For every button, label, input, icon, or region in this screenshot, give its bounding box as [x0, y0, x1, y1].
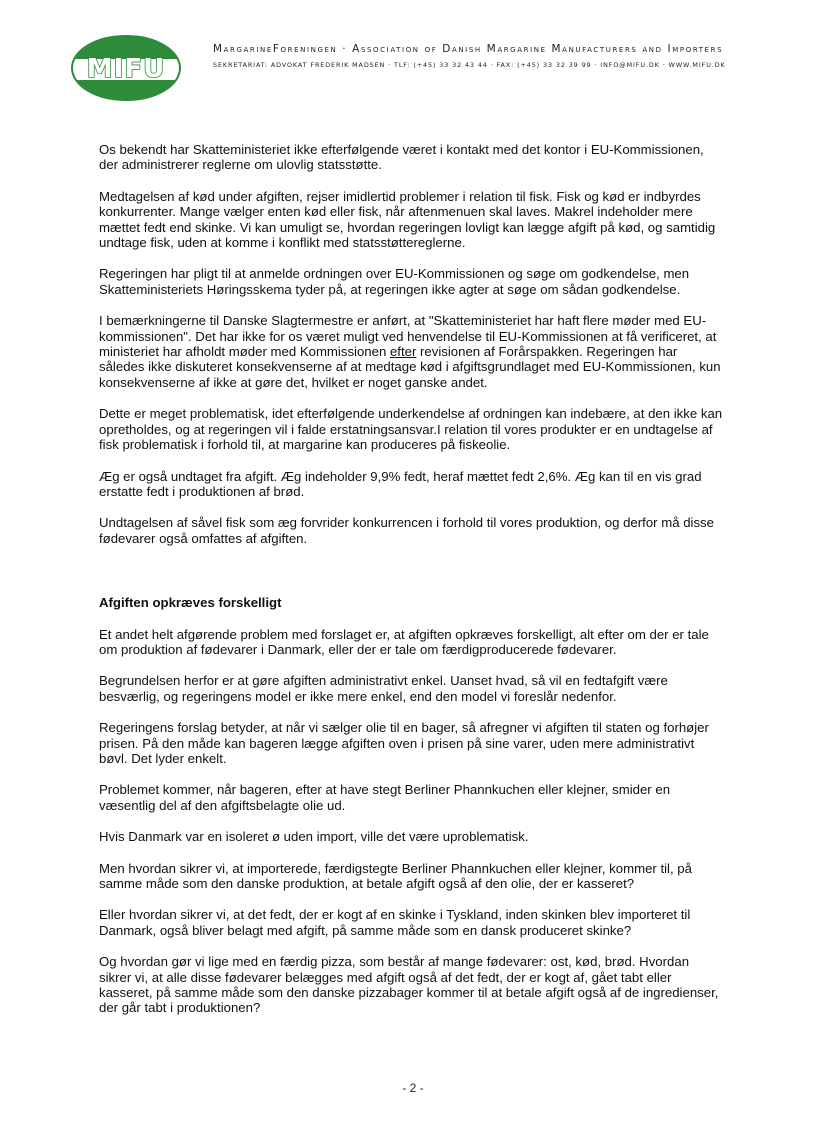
logo-text: MIFU [86, 54, 166, 84]
page-number: - 2 - [402, 1081, 424, 1095]
paragraph: Og hvordan gør vi lige med en færdig pizza, som består af mange fødevarer: ost, kød, brød. Hvordan sikrer vi, at alle disse fødevarer belægges med afgift også af det fedt, der er kogt af, gået tabt eller kasseret, på samme måde som den danske pizzabager kommer til at betale afgift også af de ingredienser, der går tabt i produktionen? [99, 954, 719, 1016]
paragraph: Eller hvordan sikrer vi, at det fedt, der er kogt af en skinke i Tyskland, inden skinken blev importeret til Danmark, også bliver belagt med afgift, på samme måde som en dansk produceret skinke? [99, 907, 691, 938]
mifu-logo-graphic [70, 34, 182, 102]
paragraph: Men hvordan sikrer vi, at importerede, færdigstegte Berliner Phannkuchen eller klejner, kommer til, på samme måde som den danske produktion, at betale afgift også af den olie, der er kasseret? [99, 860, 692, 891]
paragraph: Hvis Danmark var en isoleret ø uden import, ville det være uproblematisk. [99, 829, 529, 845]
organization-name: MargarineForeningen · Association of Danish Margarine Manufacturers and Importers [213, 43, 724, 55]
secretariat-contact-line: SEKRETARIAT: ADVOKAT FREDERIK MADSEN · TLF: (+45) 33 32 43 44 · FAX: (+45) 33 32 39 99 · INFO@MIFU.DK · WWW.MIFU.DK [213, 61, 726, 69]
paragraph: Et andet helt afgørende problem med forslaget er, at afgiften opkræves forskelligt, alt efter om der er tale om produktion af fødevarer i Danmark, eller der er tale om færdigproducerede fødevarer. [99, 626, 709, 657]
paragraph [99, 313, 724, 390]
paragraph: Begrundelsen herfor er at gøre afgiften administrativt enkel. Uanset hvad, så vil en fedtafgift være besværlig, og regeringens model er ikke mere enkel, end den model vi foreslår nedenfor. [99, 673, 668, 704]
mifu-logo [70, 34, 182, 102]
letter-body [99, 142, 724, 1032]
paragraph: Undtagelsen af såvel fisk som æg forvrider konkurrencen i forhold til vores produktion, og derfor må disse fødevarer også omfattes af afgiften. [99, 515, 714, 546]
paragraph: Problemet kommer, når bageren, efter at have stegt Berliner Phannkuchen eller klejner, smider en væsentlig del af den afgiftsbelagte olie ud. [99, 782, 671, 813]
paragraph: Æg er også undtaget fra afgift. Æg indeholder 9,9% fedt, heraf mættet fedt 2,6%. Æg kan til en vis grad erstatte fedt i produktionen af brød. [99, 468, 702, 499]
section-heading: Afgiften opkræves forskelligt [99, 595, 282, 611]
paragraph: Os bekendt har Skatteministeriet ikke efterfølgende været i kontakt med det kontor i EU-Kommissionen, der administrerer reglerne om ulovlig statsstøtte. [99, 142, 704, 173]
paragraph: Regeringens forslag betyder, at når vi sælger olie til en bager, så afregner vi afgiften til staten og forhøjer prisen. På den måde kan bageren lægge afgiften oven i prisen på sine varer, uden mere administrativt bøvl. Det lyder enkelt. [99, 720, 709, 766]
paragraph: Medtagelsen af kød under afgiften, rejser imidlertid problemer i relation til fisk. Fisk og kød er indbyrdes konkurrenter. Mange vælger enten kød eller fisk, når aftenmenuen skal laves. Makrel indeholder mere mættet fedt end skinke. Vi kan umuligt se, hvordan regeringen lovligt kan lægge afgift på kød, og samtidig undtage fisk, uden at komme i konflikt med statsstøttereglerne. [99, 188, 716, 251]
paragraph: Regeringen har pligt til at anmelde ordningen over EU-Kommissionen og søge om godkendelse, men Skatteministeriets Høringsskema tyder på, at regeringen ikke agter at søge om sådan godkendelse. [99, 266, 690, 297]
paragraph-text: revisionen af Forårspakken. Regeringen har således ikke diskuteret konsekvenserne af at medtage kød i afgiftsgrundlaget med EU-Kommissionen, kun konsekvenserne af ikke at gøre det, hvilket er noget ganske andet. [99, 344, 721, 390]
paragraph: Dette er meget problematisk, idet efterfølgende underkendelse af ordningen kan indebære, at den ikke kan opretholdes, og at regeringen vil i falde erstatningsansvar.I relation til vores produkter er en undtagelse af fisk problematisk i forhold til, at margarine kan produceres på fiskeolie. [99, 406, 723, 453]
underlined-word: efter [389, 344, 417, 360]
paragraph-text: I bemærkningerne til Danske Slagtermestre er anført, at "Skatteministeriet har haft flere møder med EU-kommissionen". Det har ikke for os været muligt ved henvendelse til EU-Kommissionen at få verificeret, at ministeriet har afholdt møder med Kommissionen [99, 313, 717, 360]
